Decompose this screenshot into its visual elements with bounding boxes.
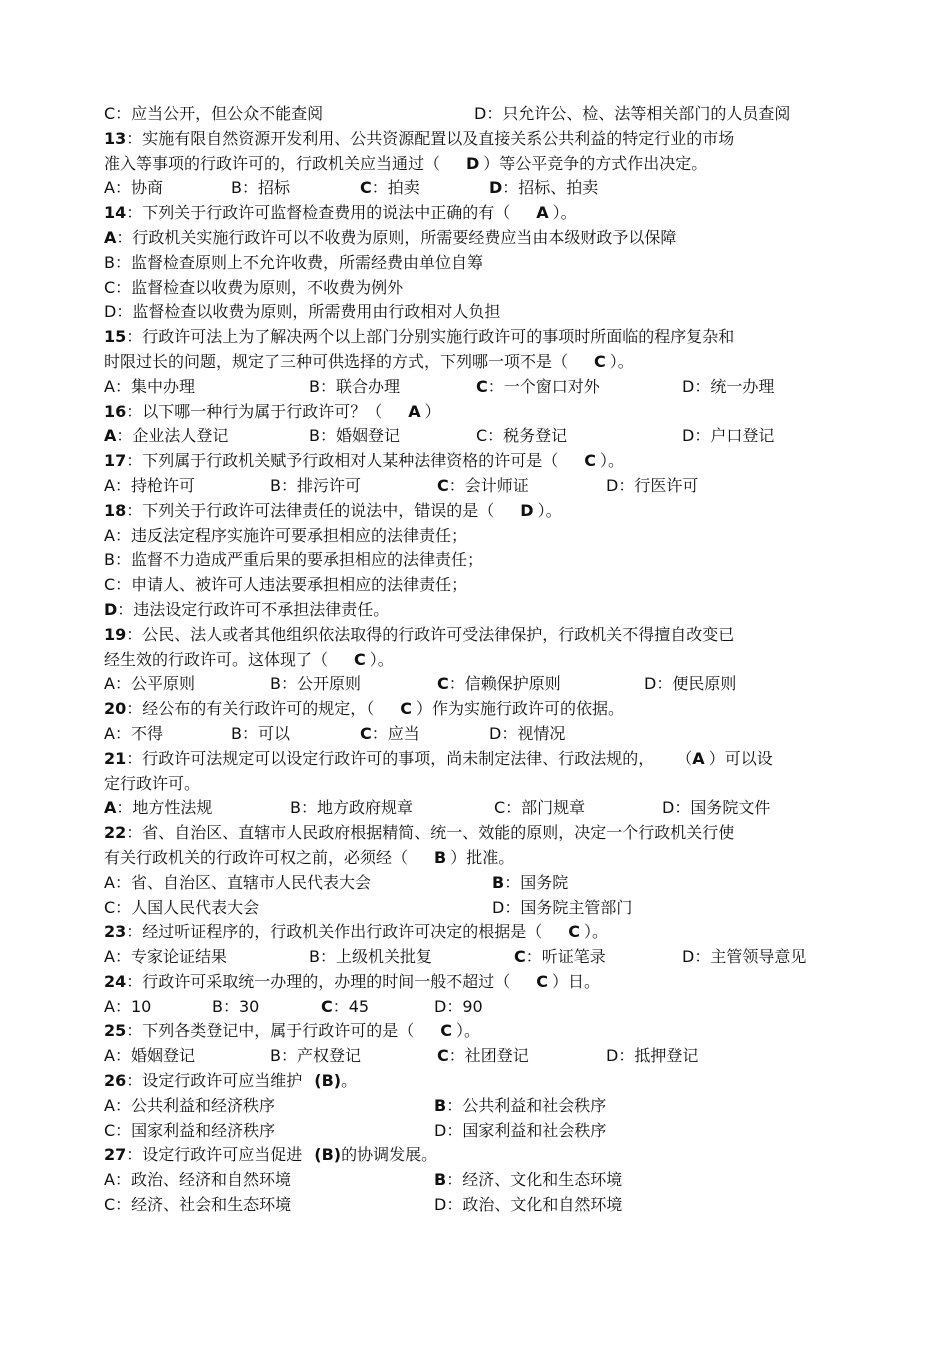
answer-letter: C: [400, 699, 413, 719]
option-d: [104, 300, 500, 325]
option-text: ：抵押登记: [618, 1046, 699, 1066]
question-text-after: ）: [424, 401, 441, 421]
option-label: D: [434, 996, 447, 1016]
option-label: B: [231, 178, 242, 198]
question-number: 27: [104, 1145, 127, 1165]
options-line: [104, 871, 894, 896]
option-b: [492, 871, 568, 896]
option-label: B: [231, 723, 242, 743]
text-line: [104, 846, 894, 871]
option-b: [231, 722, 290, 747]
question-text-after: ）作为实施行政许可的依据。: [416, 699, 625, 719]
option-label: D: [492, 897, 505, 917]
question-number: 18: [104, 500, 127, 520]
question-text: ：行政许可法上为了解决两个以上部门分别实施行政许可的事项时所面临的程序复杂和: [126, 327, 735, 347]
option-label: C: [476, 376, 488, 396]
option-text: ：政治、文化和自然环境: [446, 1195, 623, 1215]
option-text: ：协商: [114, 178, 163, 198]
option-text: ：违反法定程序实施许可要承担相应的法律责任；: [114, 525, 467, 545]
option-a: [104, 945, 227, 970]
option-a: [104, 796, 212, 821]
answer-letter: C: [440, 1021, 453, 1041]
option-label: A: [104, 376, 115, 396]
option-text: ：监督检查以收费为原则，不收费为例外: [115, 277, 404, 297]
question-text: 定行政许可。: [104, 773, 201, 793]
option-c: [437, 672, 561, 697]
option-text: ：45: [332, 996, 370, 1016]
option-label: D: [474, 104, 487, 123]
options-line: [104, 375, 894, 400]
option-c: [360, 176, 420, 201]
question-text: ：下列关于行政许可法律责任的说法中，错误的是（: [126, 500, 495, 520]
options-line: [104, 896, 894, 921]
answer-letter: C: [354, 649, 366, 669]
question-text-after: ）批准。: [450, 847, 515, 867]
option-label: D: [104, 302, 117, 322]
option-c: [104, 102, 323, 127]
option-text: ：30: [222, 996, 260, 1016]
option-text: ：产权登记: [280, 1046, 361, 1066]
option-a: [104, 424, 228, 449]
option-text: ：不得: [114, 723, 163, 743]
options-line: [104, 226, 894, 251]
option-text: ：排污许可: [280, 475, 361, 495]
answer-letter: A: [536, 203, 549, 223]
question-text: 有关行政机关的行政许可权之前，必须经（: [104, 847, 409, 867]
option-a: [104, 375, 195, 400]
option-b: [434, 1168, 622, 1193]
option-text: ：便民原则: [656, 674, 737, 694]
option-text: ：公共利益和社会秩序: [446, 1095, 607, 1115]
question-number: 16: [104, 401, 127, 421]
option-a: [104, 871, 371, 896]
question-line: [104, 499, 894, 524]
option-d: [644, 672, 736, 697]
option-b: [309, 375, 400, 400]
answer-letter: C: [568, 922, 581, 942]
option-c: [321, 995, 369, 1020]
option-text: ：企业法人登记: [116, 426, 229, 446]
options-line: [104, 300, 894, 325]
answer-open-paren: （: [684, 748, 693, 768]
question-text: ：实施有限自然资源开发利用、公共资源配置以及直接关系公共利益的特定行业的市场: [126, 128, 735, 148]
option-text: ：招标: [241, 178, 290, 198]
option-text: ：视情况: [501, 723, 566, 743]
options-line: [104, 276, 894, 301]
question-line: [104, 127, 894, 152]
option-text: ：监督不力造成严重后果的要承担相应的法律责任；: [114, 550, 483, 570]
option-d: [662, 796, 770, 821]
options-line: [104, 1119, 894, 1144]
question-text-after: ）日。: [552, 971, 601, 991]
option-label: D: [606, 475, 619, 495]
option-d: [489, 176, 598, 201]
option-d: [434, 1119, 606, 1144]
options-line: [104, 102, 894, 127]
option-label: B: [434, 1170, 447, 1190]
options-line: [104, 1193, 894, 1218]
option-label: D: [682, 426, 695, 446]
answer-letter: D: [466, 153, 480, 173]
option-label: D: [662, 798, 675, 818]
option-text: ：地方政府规章: [300, 798, 413, 818]
option-d: [434, 995, 483, 1020]
answer-letter: C: [536, 971, 549, 991]
option-text: ：专家论证结果: [114, 947, 227, 967]
option-label: A: [104, 227, 117, 247]
option-label: D: [104, 599, 118, 619]
option-d: [489, 722, 565, 747]
option-c: [514, 945, 606, 970]
option-label: D: [434, 1195, 447, 1215]
question-text: 时限过长的问题，规定了三种可供选择的方式，下列哪一项不是（: [104, 351, 569, 371]
question-number: 19: [104, 624, 127, 644]
options-line: [104, 945, 894, 970]
option-label: A: [104, 947, 115, 967]
option-c: [104, 896, 259, 921]
option-a: [104, 672, 195, 697]
option-label: A: [104, 1170, 115, 1190]
option-c: [476, 375, 600, 400]
text-line: [104, 772, 894, 797]
option-text: ：国务院主管部门: [504, 897, 633, 917]
option-label: D: [682, 947, 695, 967]
option-text: ：持枪许可: [114, 475, 195, 495]
option-label: A: [104, 872, 115, 892]
question-text-after: ）。: [456, 1021, 481, 1041]
question-text-after: ）。: [552, 203, 577, 223]
question-text: ：设定行政许可应当维护: [126, 1071, 303, 1091]
option-b: [104, 251, 483, 276]
question-number: 25: [104, 1021, 127, 1041]
option-d: [474, 102, 790, 127]
option-text: ：统一办理: [694, 376, 775, 396]
question-text: 经生效的行政许可。这体现了（: [104, 649, 329, 669]
option-label: D: [489, 178, 503, 198]
option-text: ：地方性法规: [116, 798, 213, 818]
option-a: [104, 176, 163, 201]
question-text: ：经过听证程序的，行政机关作出行政许可决定的根据是（: [126, 922, 543, 942]
option-d: [682, 945, 806, 970]
option-text: ：主管领导意见: [694, 947, 807, 967]
option-a: [104, 226, 676, 251]
question-text: ：公民、法人或者其他组织依法取得的行政许可受法律保护，行政机关不得擅自改变已: [126, 624, 735, 644]
option-text: ：国务院: [504, 872, 569, 892]
options-line: [104, 672, 894, 697]
options-line: [104, 1044, 894, 1069]
option-label: B: [434, 1095, 447, 1115]
option-c: [104, 573, 467, 598]
text-line: [104, 648, 894, 673]
options-line: [104, 1094, 894, 1119]
option-a: [104, 524, 467, 549]
answer-letter: A: [692, 748, 705, 768]
option-text: ：应当: [371, 723, 420, 743]
option-text: ：人国人民代表大会: [115, 897, 260, 917]
question-number: 26: [104, 1071, 127, 1091]
options-line: [104, 251, 894, 276]
option-label: B: [270, 674, 281, 694]
text-line: [104, 152, 894, 177]
option-label: D: [606, 1046, 619, 1066]
option-text: ：信赖保护原则: [448, 674, 561, 694]
answer-letter: (B): [314, 1071, 342, 1091]
option-text: ：10: [114, 996, 152, 1016]
option-text: ：拍卖: [371, 178, 420, 198]
option-text: ：国家利益和经济秩序: [115, 1120, 276, 1140]
option-label: A: [104, 178, 115, 198]
option-label: D: [489, 723, 502, 743]
option-a: [104, 474, 195, 499]
question-line: [104, 325, 894, 350]
option-label: C: [437, 674, 449, 694]
question-text-after: 的协调发展。: [341, 1145, 438, 1165]
option-label: B: [270, 475, 281, 495]
option-d: [606, 1044, 698, 1069]
option-label: C: [104, 277, 116, 297]
option-text: ：经济、社会和生态环境: [115, 1195, 292, 1215]
question-text: ：行政许可法规定可以设定行政许可的事项，尚未制定法律、行政法规的，: [126, 748, 655, 768]
option-text: ：上级机关批复: [319, 947, 432, 967]
option-d: [434, 1193, 622, 1218]
option-label: A: [104, 1095, 115, 1115]
question-text: ：下列关于行政许可监督检查费用的说法中正确的有（: [126, 203, 511, 223]
options-line: [104, 573, 894, 598]
option-label: A: [104, 674, 115, 694]
option-text: ：申请人、被许可人违法要承担相应的法律责任；: [115, 575, 468, 595]
option-text: ：婚姻登记: [319, 426, 400, 446]
option-d: [104, 598, 389, 623]
option-text: ：社团登记: [448, 1046, 529, 1066]
option-text: ：会计师证: [448, 475, 529, 495]
option-label: C: [494, 798, 506, 818]
option-text: ：可以: [241, 723, 290, 743]
option-text: ：违法设定行政许可不承担法律责任。: [117, 599, 390, 619]
option-text: ：一个窗口对外: [487, 376, 600, 396]
question-line: [104, 821, 894, 846]
answer-letter: D: [520, 500, 534, 520]
question-list: [104, 102, 894, 1218]
option-label: C: [104, 1120, 116, 1140]
option-text: ：招标、拍卖: [502, 178, 599, 198]
options-line: [104, 176, 894, 201]
option-text: ：部门规章: [505, 798, 586, 818]
option-text: ：税务登记: [487, 426, 568, 446]
option-label: C: [104, 1195, 116, 1215]
option-label: B: [104, 252, 115, 272]
option-label: C: [104, 104, 116, 123]
question-number: 23: [104, 922, 127, 942]
option-c: [437, 474, 529, 499]
option-label: B: [492, 872, 505, 892]
option-c: [494, 796, 585, 821]
question-text: ：以下哪一种行为属于行政许可？（: [126, 401, 383, 421]
option-label: C: [476, 426, 488, 446]
option-label: A: [104, 723, 115, 743]
option-a: [104, 722, 163, 747]
option-label: A: [104, 996, 115, 1016]
option-b: [231, 176, 290, 201]
option-label: B: [104, 550, 115, 570]
answer-letter: (B): [314, 1145, 342, 1165]
option-label: D: [434, 1120, 447, 1140]
option-label: C: [321, 996, 333, 1016]
question-text-after: ）等公平竞争的方式作出决定。: [483, 153, 708, 173]
option-label: C: [360, 723, 372, 743]
question-text-after: ）。: [369, 649, 394, 669]
option-text: ：应当公开，但公众不能查阅: [115, 104, 324, 123]
option-b: [104, 548, 483, 573]
question-line: [104, 747, 894, 772]
option-label: C: [437, 1046, 449, 1066]
option-text: ：行医许可: [618, 475, 699, 495]
question-text: ：行政许可采取统一办理的，办理的时间一般不超过（: [126, 971, 511, 991]
question-line: [104, 920, 894, 945]
option-c: [476, 424, 567, 449]
option-label: C: [104, 575, 116, 595]
question-line: [104, 449, 894, 474]
option-text: ：国务院文件: [674, 798, 771, 818]
options-line: [104, 1168, 894, 1193]
option-label: B: [290, 798, 301, 818]
option-text: ：90: [446, 996, 483, 1016]
option-label: B: [270, 1046, 281, 1066]
question-line: [104, 1069, 894, 1094]
option-a: [104, 995, 151, 1020]
question-line: [104, 970, 894, 995]
question-text-after: ）可以设: [708, 748, 773, 768]
options-line: [104, 995, 894, 1020]
option-text: ：监督检查以收费为原则，所需费用由行政相对人负担: [116, 302, 501, 322]
option-text: ：只允许公、检、法等相关部门的人员查阅: [486, 104, 791, 123]
option-d: [682, 375, 774, 400]
option-label: D: [682, 376, 695, 396]
question-text-after: ）。: [537, 500, 562, 520]
question-number: 21: [104, 748, 127, 768]
question-line: [104, 1143, 894, 1168]
answer-letter: C: [584, 451, 597, 471]
option-a: [104, 1044, 195, 1069]
answer-letter: B: [434, 847, 447, 867]
option-label: C: [437, 475, 449, 495]
option-text: ：省、自治区、直辖市人民代表大会: [114, 872, 371, 892]
options-line: [104, 598, 894, 623]
question-text-after: ）。: [609, 351, 634, 371]
option-b: [270, 672, 361, 697]
option-c: [104, 276, 403, 301]
option-text: ：行政机关实施行政许可以不收费为原则，所需要经费应当由本级财政予以保障: [116, 227, 677, 247]
option-label: A: [104, 426, 117, 446]
option-text: ：集中办理: [114, 376, 195, 396]
option-b: [290, 796, 413, 821]
option-label: B: [309, 947, 320, 967]
options-line: [104, 722, 894, 747]
option-b: [270, 474, 361, 499]
options-line: [104, 524, 894, 549]
answer-letter: A: [408, 401, 421, 421]
option-text: ：监督检查原则上不允许收费，所需经费由单位自筹: [114, 252, 483, 272]
option-b: [212, 995, 259, 1020]
question-number: 22: [104, 823, 127, 843]
options-line: [104, 424, 894, 449]
question-text: ：下列各类登记中，属于行政许可的是（: [126, 1021, 415, 1041]
option-text: ：公开原则: [280, 674, 361, 694]
question-text: 准入等事项的行政许可的，行政机关应当通过（: [104, 153, 441, 173]
option-label: B: [309, 426, 320, 446]
question-text-after: 。: [341, 1071, 358, 1091]
option-text: ：经济、文化和生态环境: [446, 1170, 623, 1190]
option-label: A: [104, 475, 115, 495]
option-c: [360, 722, 420, 747]
question-number: 14: [104, 203, 127, 223]
question-text: ：经公布的有关行政许可的规定，（: [126, 699, 375, 719]
option-c: [104, 1119, 275, 1144]
question-text: ：省、自治区、直辖市人民政府根据精简、统一、效能的原则，决定一个行政机关行使: [126, 823, 735, 843]
option-b: [434, 1094, 606, 1119]
option-b: [309, 424, 400, 449]
question-number: 17: [104, 451, 127, 471]
option-text: ：公共利益和经济秩序: [114, 1095, 275, 1115]
question-text-after: ）。: [600, 451, 625, 471]
question-line: [104, 400, 894, 425]
option-label: B: [309, 376, 320, 396]
option-label: A: [104, 525, 115, 545]
question-number: 13: [104, 128, 127, 148]
option-label: C: [104, 897, 116, 917]
option-text: ：联合办理: [319, 376, 400, 396]
question-number: 20: [104, 699, 127, 719]
option-b: [309, 945, 432, 970]
option-d: [492, 896, 632, 921]
options-line: [104, 474, 894, 499]
option-text: ：政治、经济和自然环境: [114, 1170, 291, 1190]
option-b: [270, 1044, 361, 1069]
question-line: [104, 1019, 894, 1044]
question-line: [104, 697, 894, 722]
answer-letter: C: [594, 351, 606, 371]
option-text: ：户口登记: [694, 426, 775, 446]
option-label: C: [360, 178, 372, 198]
question-line: [104, 623, 894, 648]
text-line: [104, 350, 894, 375]
options-line: [104, 548, 894, 573]
option-label: C: [514, 947, 526, 967]
option-text: ：听证笔录: [525, 947, 606, 967]
option-label: A: [104, 798, 117, 818]
question-text: ：下列属于行政机关赋予行政相对人某种法律资格的许可是（: [126, 451, 559, 471]
question-number: 15: [104, 327, 127, 347]
option-label: A: [104, 1046, 115, 1066]
question-line: [104, 201, 894, 226]
question-number: 24: [104, 971, 127, 991]
option-a: [104, 1094, 275, 1119]
option-c: [104, 1193, 291, 1218]
option-d: [682, 424, 774, 449]
option-text: ：公平原则: [114, 674, 195, 694]
option-label: B: [212, 996, 223, 1016]
question-text-after: ）。: [584, 922, 609, 942]
option-d: [606, 474, 698, 499]
option-label: D: [644, 674, 657, 694]
option-text: ：国家利益和社会秩序: [446, 1120, 607, 1140]
option-a: [104, 1168, 291, 1193]
option-c: [437, 1044, 529, 1069]
question-text: ：设定行政许可应当促进: [126, 1145, 303, 1165]
options-line: [104, 796, 894, 821]
option-text: ：婚姻登记: [114, 1046, 195, 1066]
